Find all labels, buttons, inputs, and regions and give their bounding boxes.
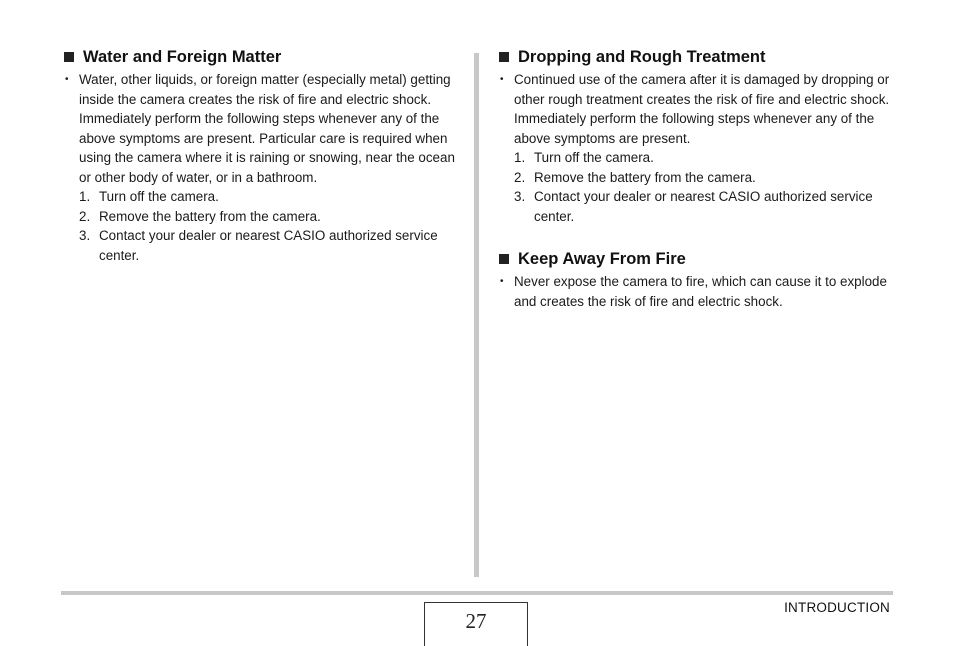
heading-text: Keep Away From Fire	[518, 250, 686, 268]
square-bullet-icon	[499, 254, 509, 264]
bullet-paragraph	[499, 272, 895, 311]
section-heading	[499, 46, 895, 68]
heading-text: Water and Foreign Matter	[83, 48, 282, 66]
list-item	[499, 187, 895, 226]
list-item	[499, 148, 895, 168]
bullet-paragraph	[64, 70, 460, 187]
heading-text: Dropping and Rough Treatment	[518, 48, 766, 66]
bullet-dot-icon: •	[500, 74, 504, 85]
step-number: 1.	[79, 189, 91, 204]
section-heading	[64, 46, 460, 68]
right-column	[499, 46, 895, 333]
bullet-text: Water, other liquids, or foreign matter (especially metal) getting inside the camera creates the risk of fire and electric shock. Immediately perform the following steps whenever any of the above symptoms are present. Particular care is required when using the camera where it is raining or snowing, near the ocean or other body of water, or in a bathroom.	[79, 72, 455, 185]
square-bullet-icon	[499, 52, 509, 62]
list-item	[64, 207, 460, 227]
step-text: Remove the battery from the camera.	[99, 208, 321, 224]
section-dropping-rough-treatment	[499, 46, 895, 226]
step-text: Turn off the camera.	[99, 189, 219, 204]
step-number: 2.	[514, 169, 526, 185]
step-text: Contact your dealer or nearest CASIO authorized service center.	[534, 189, 873, 224]
page-number: 27	[424, 602, 528, 646]
step-number: 3.	[514, 189, 526, 204]
bullet-dot-icon: •	[65, 74, 69, 85]
step-text: Contact your dealer or nearest CASIO authorized service center.	[99, 228, 438, 263]
section-keep-away-from-fire	[499, 248, 895, 311]
steps-list	[64, 187, 460, 265]
list-item	[499, 168, 895, 188]
left-column	[64, 46, 460, 287]
bullet-text: Continued use of the camera after it is damaged by dropping or other rough treatment creates the risk of fire and electric shock. Immediately perform the following steps whenever any of the above symptoms are present.	[514, 72, 890, 146]
step-number: 2.	[79, 208, 91, 224]
bullet-dot-icon: •	[500, 276, 504, 287]
footer-rule	[61, 591, 893, 595]
list-item	[64, 226, 460, 265]
chapter-label: INTRODUCTION	[784, 600, 890, 615]
column-divider	[474, 53, 479, 577]
steps-list	[499, 148, 895, 226]
step-text: Turn off the camera.	[534, 150, 654, 165]
list-item	[64, 187, 460, 207]
bullet-text: Never expose the camera to fire, which can cause it to explode and creates the risk of fire and electric shock.	[514, 274, 887, 309]
step-number: 1.	[514, 150, 526, 165]
square-bullet-icon	[64, 52, 74, 62]
section-heading	[499, 248, 895, 270]
step-text: Remove the battery from the camera.	[534, 169, 756, 185]
step-number: 3.	[79, 228, 91, 243]
section-water-foreign-matter	[64, 46, 460, 265]
bullet-paragraph	[499, 70, 895, 148]
